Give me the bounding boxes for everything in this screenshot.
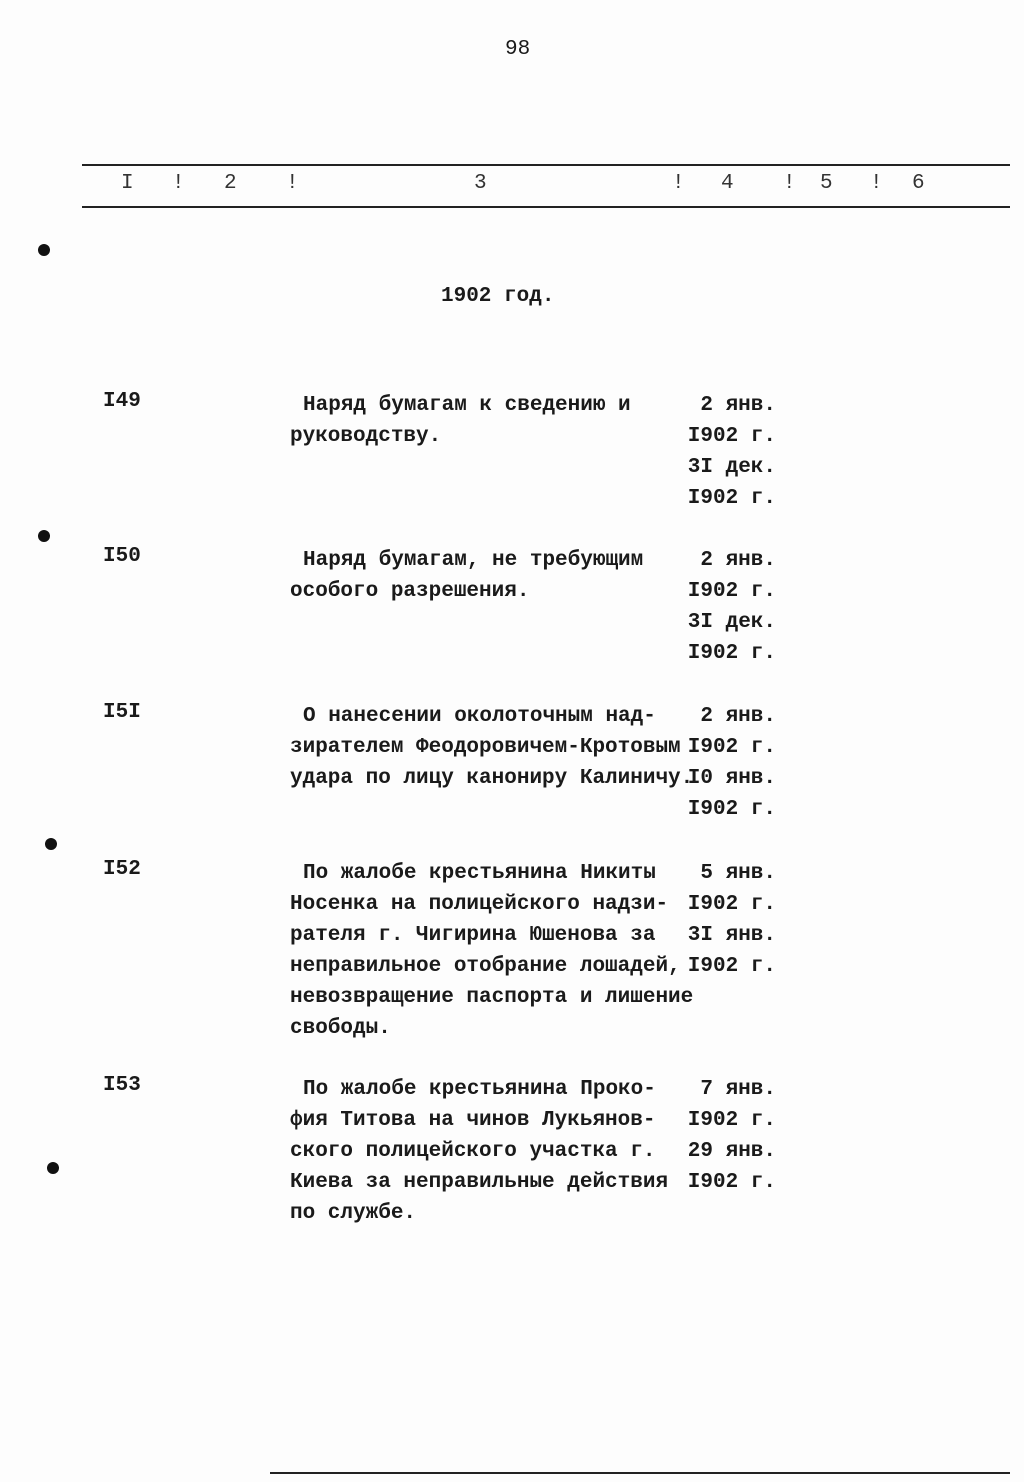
entry-number: I5I <box>103 701 141 724</box>
binding-hole-mark <box>47 1162 59 1174</box>
entry-description <box>290 1074 668 1229</box>
description-line: Наряд бумагам, не требующим <box>303 549 644 572</box>
entry-dates <box>684 701 776 825</box>
entry-dates <box>684 1074 776 1198</box>
description-line: руководству. <box>290 425 442 448</box>
description-line: О нанесении околоточным над- <box>303 705 656 728</box>
date-line: I902 г. <box>687 580 776 603</box>
description-line: зирателем Феодоровичем-Кротовым <box>290 736 681 759</box>
description-line: Киева за неправильные действия <box>290 1171 669 1194</box>
date-line: 5 янв. <box>700 862 776 885</box>
date-line: I902 г. <box>687 736 776 759</box>
date-line: 2 янв. <box>700 549 776 572</box>
binding-hole-mark <box>38 244 50 256</box>
column-separator: ! <box>783 172 796 195</box>
date-line: I902 г. <box>687 893 776 916</box>
date-line: 3I дек. <box>687 611 776 634</box>
bottom-rule <box>270 1472 1010 1474</box>
entry-description <box>290 858 693 1044</box>
date-line: 7 янв. <box>700 1078 776 1101</box>
description-line: По жалобе крестьянина Проко- <box>303 1078 656 1101</box>
entry-dates <box>684 390 776 514</box>
column-header-3: 3 <box>474 172 487 195</box>
description-line: ского полицейского участка г. <box>290 1140 656 1163</box>
date-line: I902 г. <box>687 425 776 448</box>
entry-description <box>290 545 643 607</box>
date-line: I902 г. <box>687 1109 776 1132</box>
description-line: Наряд бумагам к сведению и <box>303 394 631 417</box>
year-heading: 1902 год. <box>441 285 555 308</box>
description-line: удара по лицу канониру Калиничу. <box>290 767 694 790</box>
description-line: по службе. <box>290 1202 417 1225</box>
description-line: неправильное отобрание лошадей, <box>290 955 681 978</box>
entry-number: I52 <box>103 858 141 881</box>
entry-description <box>290 701 693 794</box>
entry-number: I50 <box>103 545 141 568</box>
date-line: I902 г. <box>687 955 776 978</box>
column-header-5: 5 <box>820 172 833 195</box>
column-header-6: 6 <box>912 172 925 195</box>
description-line: свободы. <box>290 1017 391 1040</box>
description-line: фия Титова на чинов Лукьянов- <box>290 1109 656 1132</box>
date-line: I902 г. <box>687 1171 776 1194</box>
binding-hole-mark <box>38 530 50 542</box>
column-separator: ! <box>672 172 685 195</box>
column-header-1: I <box>121 172 134 195</box>
header-bottom-rule <box>82 206 1010 208</box>
column-separator: ! <box>172 172 185 195</box>
date-line: 3I янв. <box>687 924 776 947</box>
entry-number: I53 <box>103 1074 141 1097</box>
header-top-rule <box>82 164 1010 166</box>
page-number: 98 <box>505 38 531 61</box>
description-line: особого разрешения. <box>290 580 530 603</box>
description-line: По жалобе крестьянина Никиты <box>303 862 656 885</box>
date-line: I902 г. <box>687 642 776 665</box>
column-header-2: 2 <box>224 172 237 195</box>
date-line: I902 г. <box>687 487 776 510</box>
entry-dates <box>684 545 776 669</box>
date-line: 29 янв. <box>687 1140 776 1163</box>
description-line: Носенка на полицейского надзи- <box>290 893 669 916</box>
column-separator: ! <box>286 172 299 195</box>
date-line: 2 янв. <box>700 394 776 417</box>
entry-description <box>290 390 631 452</box>
date-line: 3I дек. <box>687 456 776 479</box>
date-line: I0 янв. <box>687 767 776 790</box>
date-line: I902 г. <box>687 798 776 821</box>
entry-dates <box>684 858 776 982</box>
description-line: рателя г. Чигирина Юшенова за <box>290 924 656 947</box>
binding-hole-mark <box>45 838 57 850</box>
column-header-4: 4 <box>721 172 734 195</box>
description-line: невозвращение паспорта и лишение <box>290 986 694 1009</box>
column-separator: ! <box>870 172 883 195</box>
entry-number: I49 <box>103 390 141 413</box>
date-line: 2 янв. <box>700 705 776 728</box>
